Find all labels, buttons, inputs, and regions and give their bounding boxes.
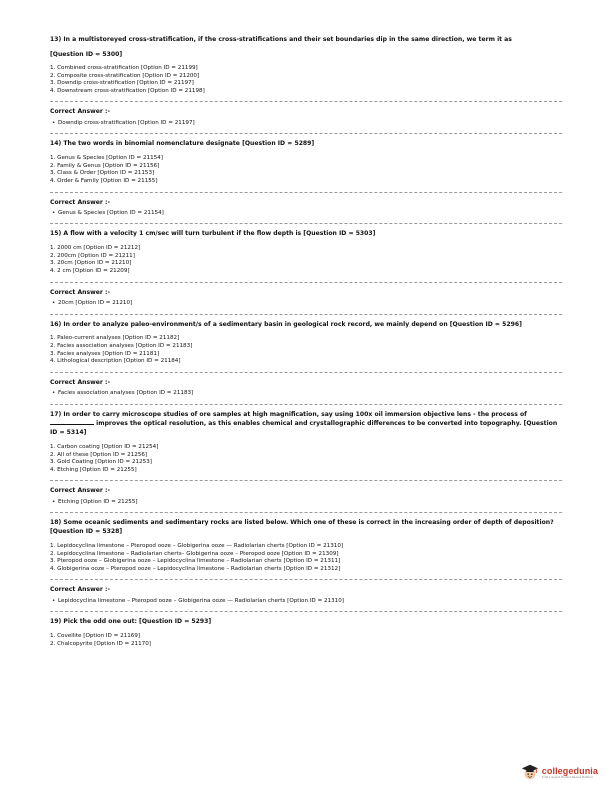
bullet-icon: •: [52, 299, 56, 306]
divider: [50, 133, 562, 134]
options-list: [50, 633, 562, 648]
question-17: [50, 411, 562, 514]
option: 1. 2000 cm [Option ID = 21212]: [50, 245, 141, 252]
correct-answer: [52, 210, 562, 218]
divider: [50, 192, 562, 193]
divider: [50, 223, 562, 224]
option: 2. Composite cross-stratification [Option ID = 21200]: [50, 72, 200, 79]
option: 1. Paleo-current analyses [Option ID = 21182]: [50, 335, 180, 342]
option: 3. Facies analyses [Option ID = 21181]: [50, 350, 160, 357]
correct-answer: [52, 499, 562, 507]
option: 1. Covellite [Option ID = 21169]: [50, 633, 141, 640]
bullet-icon: •: [52, 390, 56, 396]
option: 3. 20cm [Option ID = 21210]: [50, 260, 132, 267]
collegedunia-logo[interactable]: [521, 763, 598, 781]
question-text-part-a: 17) In order to carry microscope studies of ore samples at high magnification, say using 100x oil immersion objective lens - the process of: [50, 410, 527, 418]
correct-answer-label: Correct Answer :-: [50, 198, 110, 206]
graduation-cap-icon: [521, 763, 539, 781]
option: 1. Carbon coating [Option ID = 21254]: [50, 444, 159, 451]
option: 2. Facies association analyses [Option ID = 21183]: [50, 342, 193, 349]
option: 4. Globigerina ooze – Pteropod ooze – Lepidocyclina limestone – Radiolarian cherts [Option ID = 21312]: [50, 565, 341, 572]
divider: [50, 314, 562, 315]
question-paper: [50, 36, 562, 648]
correct-answer-text: Lepidocyclina limestone – Pteropod ooze – Globigerina ooze — Radiolarian cherts [Option ID = 21310]: [58, 597, 344, 604]
correct-answer: [52, 300, 562, 308]
question-id: [Question ID = 5300]: [50, 50, 123, 58]
question-18: [50, 519, 562, 612]
option: 4. 2 cm [Option ID = 21209]: [50, 268, 130, 275]
option: 1. Genus & Species [Option ID = 21154]: [50, 155, 163, 162]
option: 2. 200cm [Option ID = 21211]: [50, 252, 135, 259]
option: 4. Etching [Option ID = 21255]: [50, 466, 137, 473]
option: 4. Lithological description [Option ID = 21184]: [50, 358, 181, 365]
question-19: [50, 618, 562, 648]
question-text: 15) A flow with a velocity 1 cm/sec will turn turbulent if the flow depth is [Question ID = 5303]: [50, 230, 376, 238]
option: 2. Lepidocyclina limestone – Radiolarian cherts– Globigerina ooze – Pteropod ooze [Option ID = 21309]: [50, 550, 339, 557]
options-list: [50, 335, 562, 365]
divider: [50, 282, 562, 283]
option: 2. All of these [Option ID = 21256]: [50, 451, 148, 458]
question-text: 14) The two words in binomial nomenclature designate [Question ID = 5289]: [50, 140, 315, 148]
option: 3. Gold Coating [Option ID = 21253]: [50, 459, 152, 466]
bullet-icon: •: [52, 498, 56, 505]
option: 1. Lepidocyclina limestone – Pteropod ooze – Globigerina ooze — Radiolarian cherts [Option ID = 21310]: [50, 542, 344, 549]
question-text: 19) Pick the odd one out: [Question ID = 5293]: [50, 618, 212, 626]
question-text-part-b: improves the optical resolution, as this enables chemical and crystallographic differences to be converted into topography. [Question ID = 5314]: [50, 420, 558, 437]
question-text: 13) In a multistoreyed cross-stratification, if the cross-stratifications and their set boundaries dip in the same direction, we term it as: [50, 36, 512, 43]
option: 3. Pteropod ooze – Globigerina ooze – Lepidocyclina limestone – Radiolarian cherts [Option ID = 21311]: [50, 558, 341, 565]
correct-answer-text: Etching [Option ID = 21255]: [58, 498, 138, 505]
correct-answer-label: Correct Answer :-: [50, 378, 110, 386]
logo-text: [542, 765, 598, 780]
correct-answer-label: Correct Answer :-: [50, 586, 110, 594]
divider: [50, 611, 562, 612]
question-15: [50, 230, 562, 314]
bullet-icon: •: [52, 209, 56, 216]
correct-answer-text: Genus & Species [Option ID = 21154]: [58, 209, 164, 216]
options-list: [50, 65, 562, 95]
option: 4. Order & Family [Option ID = 21155]: [50, 177, 158, 184]
question-text: 18) Some oceanic sediments and sedimentary rocks are listed below. Which one of these is correct in the increasing order of depth of deposition? [Question ID = 5328]: [50, 519, 554, 536]
logo-name: collegedunia: [541, 765, 598, 776]
divider: [50, 512, 562, 513]
question-text: 16) In order to analyze paleo-environment/s of a sedimentary basin in geological rock record, we mainly depend on [Question ID = 5296]: [50, 320, 522, 328]
divider: [50, 372, 562, 373]
options-list: [50, 245, 562, 275]
options-list: [50, 444, 562, 474]
option: 1. Combined cross-stratification [Option ID = 21199]: [50, 65, 198, 72]
divider: [50, 404, 562, 405]
correct-answer-label: Correct Answer :-: [50, 288, 110, 296]
correct-answer: [52, 390, 562, 398]
divider: [50, 480, 562, 481]
question-text: [50, 411, 562, 438]
correct-answer-label: Correct Answer :-: [50, 108, 110, 116]
correct-answer: [52, 598, 562, 606]
correct-answer-text: Facies association analyses [Option ID = 21183]: [58, 390, 194, 396]
option: 3. Class & Order [Option ID = 21153]: [50, 170, 155, 177]
option: 2. Chalcopyrite [Option ID = 21170]: [50, 640, 151, 647]
bullet-icon: •: [52, 119, 56, 126]
option: 3. Downdip cross-stratification [Option ID = 21197]: [50, 80, 194, 87]
bullet-icon: •: [52, 597, 56, 604]
option: 4. Downstream cross-stratification [Option ID = 21198]: [50, 87, 205, 94]
options-list: [50, 155, 562, 185]
question-14: [50, 140, 562, 224]
question-16: [50, 321, 562, 405]
correct-answer-text: Downdip cross-stratification [Option ID = 21197]: [58, 119, 195, 126]
logo-tagline: India's largest Student Review Platform: [541, 775, 593, 779]
options-list: [50, 543, 562, 573]
question-13: [50, 36, 562, 134]
correct-answer: [52, 120, 562, 128]
divider: [50, 579, 562, 580]
option: 2. Family & Genus [Option ID = 21156]: [50, 162, 160, 169]
divider: [50, 101, 562, 102]
correct-answer-label: Correct Answer :-: [50, 487, 110, 495]
fill-in-blank: [50, 419, 94, 425]
correct-answer-text: 20cm [Option ID = 21210]: [58, 299, 133, 306]
